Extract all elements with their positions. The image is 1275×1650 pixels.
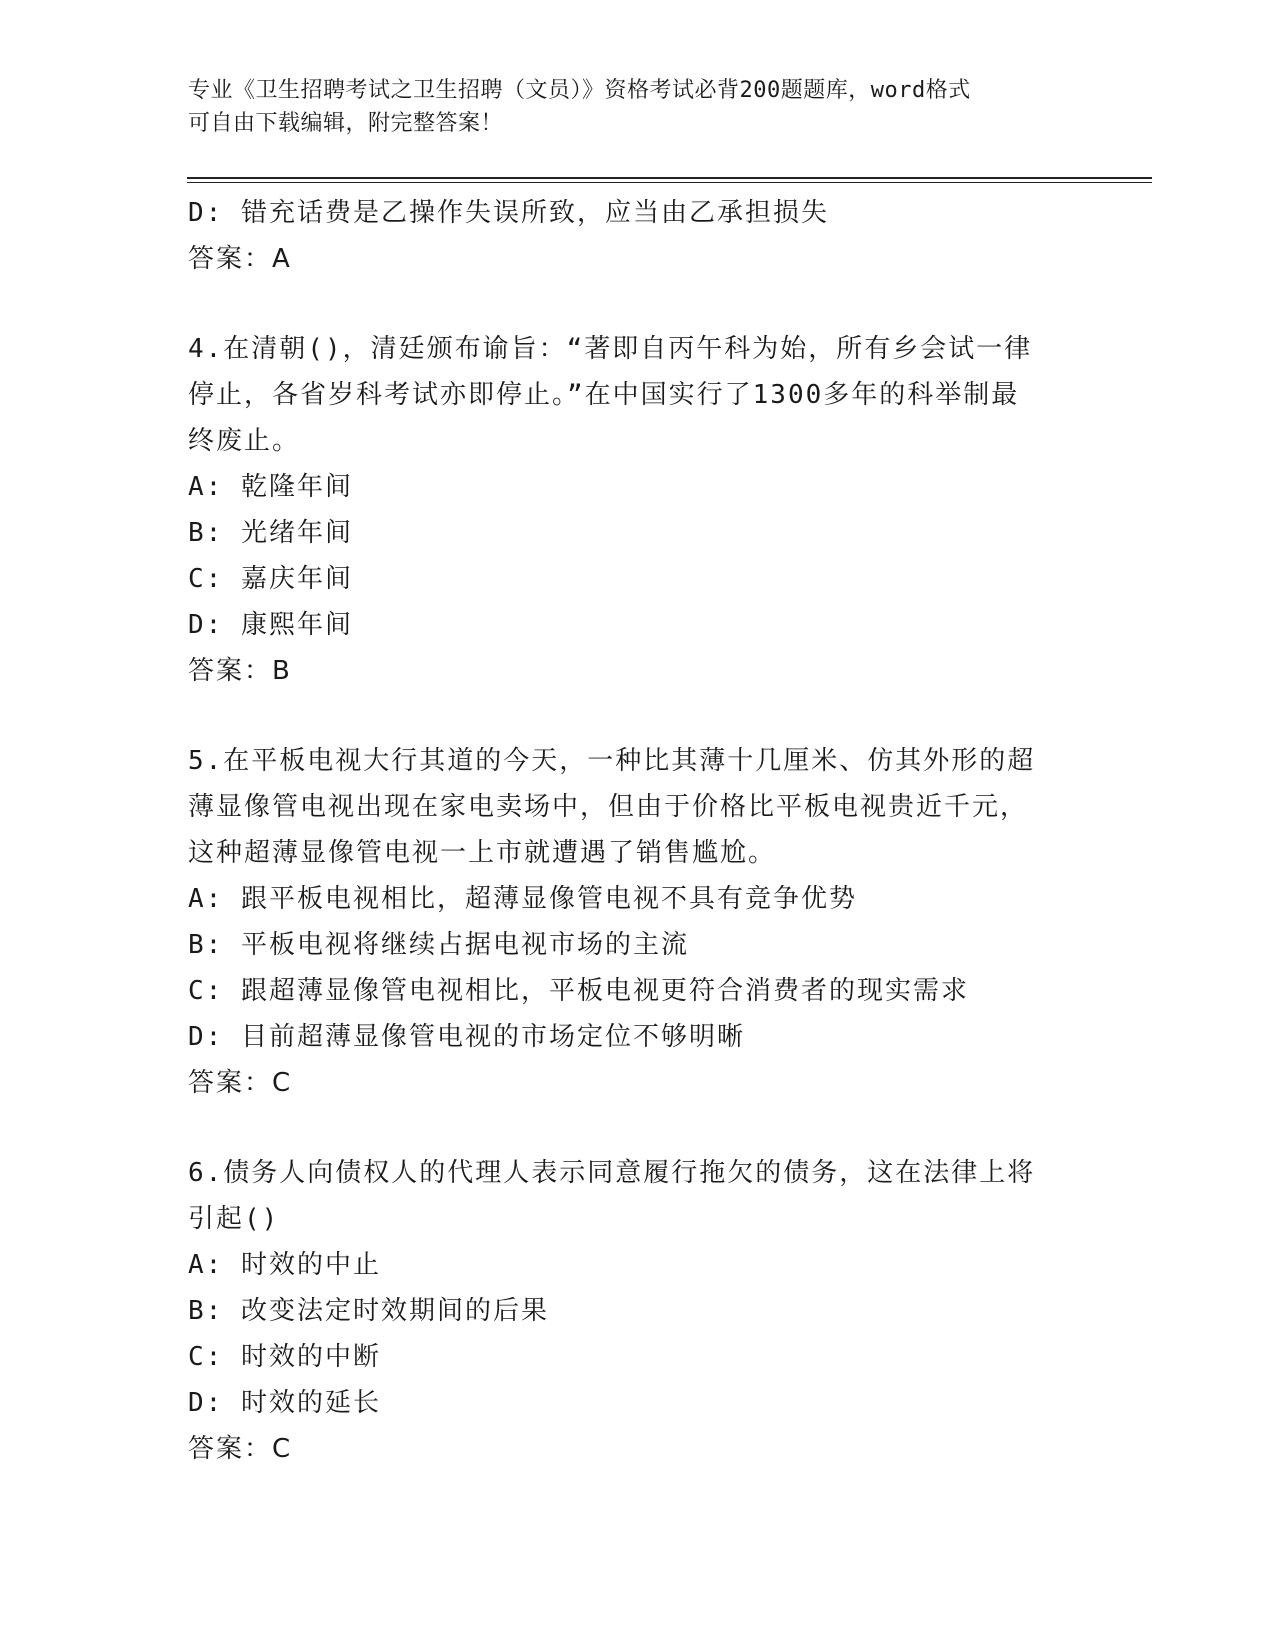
answer: 答案：C [188,1068,293,1098]
option-a: A: 乾隆年间 [188,472,353,502]
option-d: D: 康熙年间 [188,610,353,640]
question-text-line: 4.在清朝()，清廷颁布谕旨：“著即自丙午科为始，所有乡会试一律 [188,334,1033,364]
question-text-line: 5.在平板电视大行其道的今天，一种比其薄十几厘米、仿其外形的超 [188,746,1036,776]
header-divider [187,177,1152,183]
option-a: A: 时效的中止 [188,1250,381,1280]
header-line-1: 专业《卫生招聘考试之卫生招聘（文员）》资格考试必背200题题库，word格式 [188,78,971,103]
option-d: D: 时效的延长 [188,1388,381,1418]
prev-answer: 答案：A [188,244,292,274]
prev-option-d: D: 错充话费是乙操作失误所致，应当由乙承担损失 [188,198,829,228]
option-a: A: 跟平板电视相比，超薄显像管电视不具有竞争优势 [188,884,857,914]
question-text-line: 6.债务人向债权人的代理人表示同意履行拖欠的债务，这在法律上将 [188,1158,1036,1188]
option-b: B: 改变法定时效期间的后果 [188,1296,549,1326]
page-header [188,74,1068,140]
question-list [188,190,1088,1472]
option-c: C: 跟超薄显像管电视相比，平板电视更符合消费者的现实需求 [188,976,969,1006]
question-6 [188,1150,1088,1472]
answer: 答案：C [188,1434,293,1464]
option-c: C: 嘉庆年间 [188,564,353,594]
option-b: B: 光绪年间 [188,518,353,548]
question-text-line: 薄显像管电视出现在家电卖场中，但由于价格比平板电视贵近千元， [188,792,1029,822]
question-text-line: 停止，各省岁科考试亦即停止。”在中国实行了1300多年的科举制最 [188,380,1020,410]
option-c: C: 时效的中断 [188,1342,381,1372]
question-4 [188,326,1088,694]
question-text-line: 终废止。 [188,426,301,456]
question-text-line: 这种超薄显像管电视一上市就遭遇了销售尴尬。 [188,838,777,868]
option-b: B: 平板电视将继续占据电视市场的主流 [188,930,689,960]
header-line-2: 可自由下载编辑，附完整答案！ [188,111,504,136]
question-text-line: 引起() [188,1204,280,1234]
question-5 [188,738,1088,1106]
answer: 答案：B [188,656,292,686]
option-d: D: 目前超薄显像管电视的市场定位不够明晰 [188,1022,745,1052]
